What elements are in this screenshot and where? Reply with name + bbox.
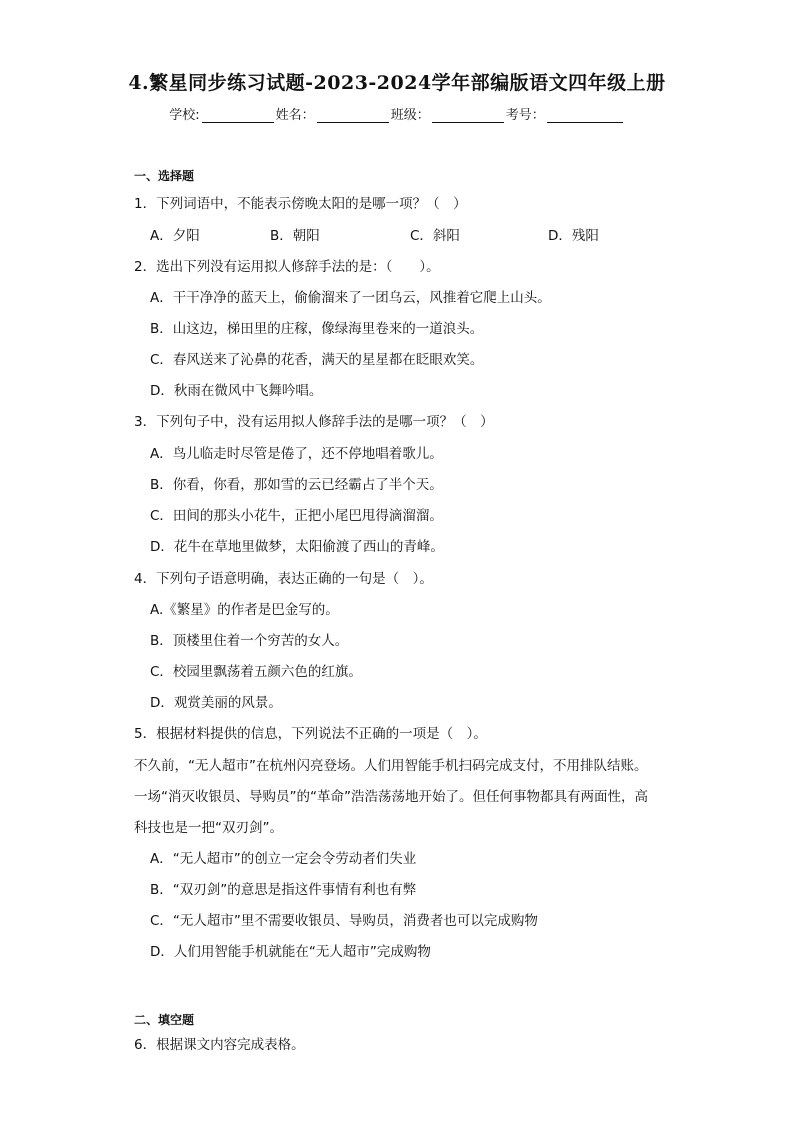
class-blank[interactable]: [432, 108, 504, 123]
question-3-option-b[interactable]: B．你看，你看，那如雪的云已经霸占了半个天。: [150, 477, 443, 493]
student-info-line: [0, 104, 794, 123]
question-5-stem: 5．根据材料提供的信息，下列说法不正确的一项是（ ）。: [134, 726, 487, 742]
page-title: 4.繁星同步练习试题-2023-2024学年部编版语文四年级上册: [128, 72, 666, 94]
question-1-stem: 1．下列词语中，不能表示傍晚太阳的是哪一项？（ ）: [134, 196, 467, 212]
question-3-stem: 3．下列句子中，没有运用拟人修辞手法的是哪一项？（ ）: [134, 414, 494, 430]
name-blank[interactable]: [317, 108, 389, 123]
class-label: 班级：: [390, 108, 430, 123]
question-5-material-line-2: 一场“消灭收银员、导购员”的“革命”浩浩荡荡地开始了。但任何事物都具有两面性，高: [134, 789, 648, 805]
question-5-material-line-3: 科技也是一把“双刃剑”。: [134, 820, 283, 836]
question-5-option-a[interactable]: A．“无人超市”的创立一定会令劳动者们失业: [150, 851, 417, 867]
section-heading-choice: 一、选择题: [134, 169, 195, 183]
exam-number-blank[interactable]: [547, 108, 623, 123]
question-3-option-c[interactable]: C．田间的那头小花牛，正把小尾巴甩得滴溜溜。: [150, 508, 443, 524]
section-heading-fill-in: 二、填空题: [134, 1013, 195, 1027]
name-label: 姓名：: [275, 108, 315, 123]
school-blank[interactable]: [202, 108, 274, 123]
question-2-option-b[interactable]: B．山这边，梯田里的庄稼，像绿海里卷来的一道浪头。: [150, 321, 484, 337]
question-3-option-a[interactable]: A．鸟儿临走时尽管是倦了，还不停地唱着歌儿。: [150, 446, 443, 462]
question-4-option-a[interactable]: A.《繁星》的作者是巴金写的。: [150, 602, 339, 618]
question-5-option-d[interactable]: D．人们用智能手机就能在“无人超市”完成购物: [150, 944, 431, 960]
question-1-option-a[interactable]: A．夕阳: [150, 228, 200, 244]
question-1-option-c[interactable]: C．斜阳: [410, 228, 460, 244]
question-2-option-c[interactable]: C．春风送来了沁鼻的花香，满天的星星都在眨眼欢笑。: [150, 352, 484, 368]
question-4-option-d[interactable]: D．观赏美丽的风景。: [150, 695, 282, 711]
exam-number-label: 考号：: [505, 108, 545, 123]
question-1-option-b[interactable]: B．朝阳: [270, 228, 320, 244]
question-3-option-d[interactable]: D．花牛在草地里做梦，太阳偷渡了西山的青峰。: [150, 539, 444, 555]
question-2-stem: 2．选出下列没有运用拟人修辞手法的是：（ ）。: [134, 259, 440, 275]
question-4-stem: 4．下列句子语意明确，表达正确的一句是（ ）。: [134, 571, 433, 587]
question-4-option-b[interactable]: B．顶楼里住着一个穷苦的女人。: [150, 633, 349, 649]
question-2-option-a[interactable]: A．干干净净的蓝天上，偷偷溜来了一团乌云，风推着它爬上山头。: [150, 290, 551, 306]
question-4-option-c[interactable]: C．校园里飘荡着五颜六色的红旗。: [150, 664, 362, 680]
school-label: 学校:: [169, 108, 200, 123]
question-2-option-d[interactable]: D．秋雨在微风中飞舞吟唱。: [150, 383, 323, 399]
question-5-option-c[interactable]: C．“无人超市”里不需要收银员、导购员，消费者也可以完成购物: [150, 913, 538, 929]
question-5-option-b[interactable]: B．“双刃剑”的意思是指这件事情有利也有弊: [150, 882, 417, 898]
question-6-stem: 6．根据课文内容完成表格。: [134, 1037, 305, 1053]
question-1-option-d[interactable]: D．残阳: [548, 228, 599, 244]
question-5-material-line-1: 不久前，“无人超市”在杭州闪亮登场。人们用智能手机扫码完成支付，不用排队结账。: [134, 758, 648, 774]
